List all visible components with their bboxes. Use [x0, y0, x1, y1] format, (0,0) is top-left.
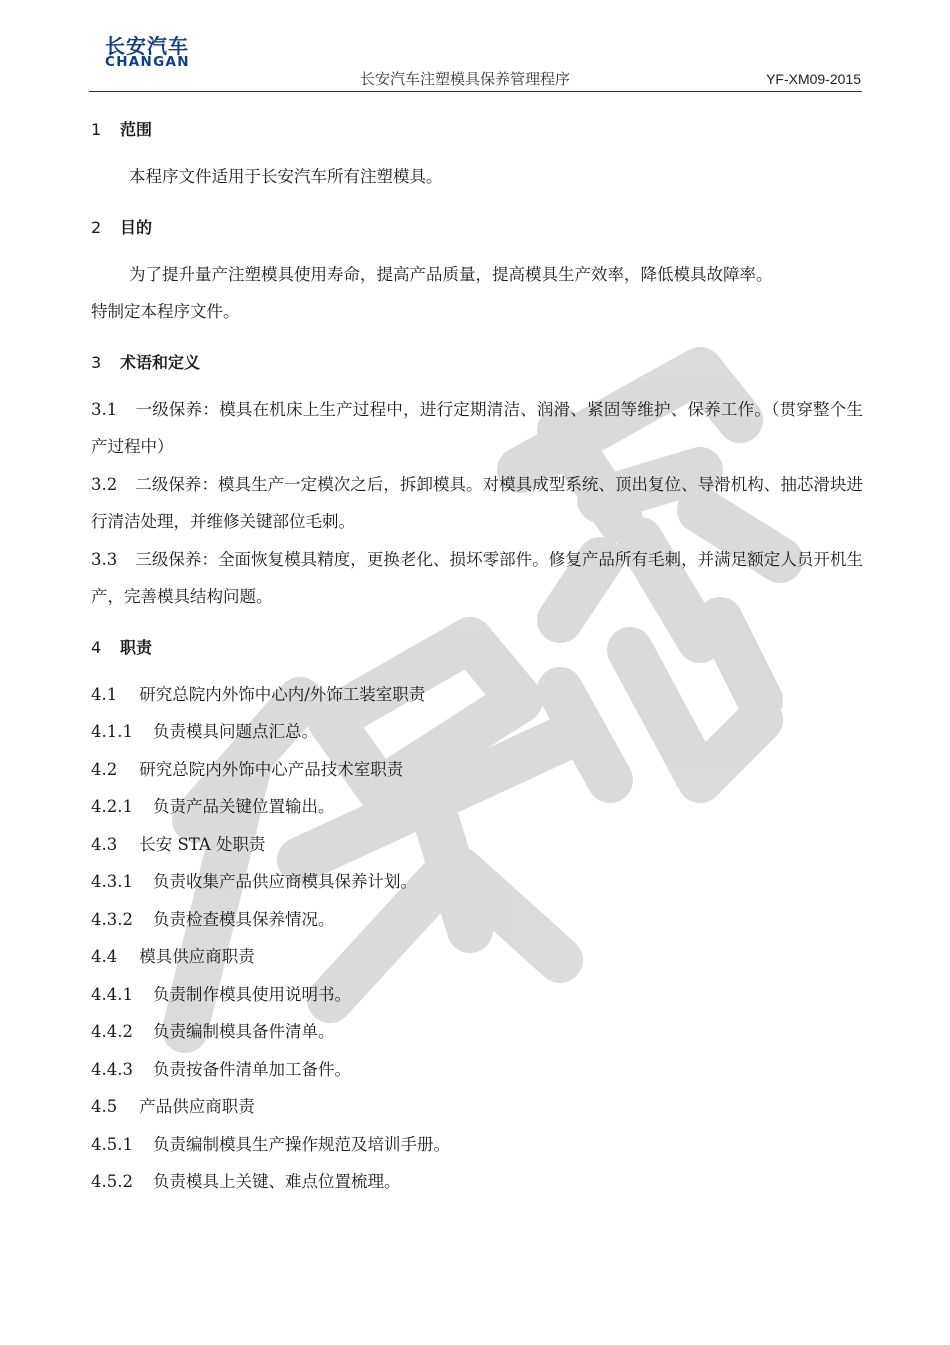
responsibility-number: 4.1	[91, 684, 118, 704]
purpose-line-1: 为了提升量产注塑模具使用寿命，提高产品质量，提高模具生产效率，降低模具故障率。	[129, 264, 773, 284]
changan-logo	[105, 36, 231, 70]
responsibility-number: 4.2	[91, 759, 118, 779]
responsibility-text: 研究总院内外饰中心内/外饰工装室职责	[139, 684, 426, 704]
responsibility-text: 长安 STA 处职责	[139, 834, 266, 854]
section-heading-responsibilities	[91, 630, 863, 666]
section-title: 范围	[120, 120, 153, 139]
responsibility-item	[91, 1088, 863, 1126]
responsibility-item	[91, 1126, 863, 1164]
responsibility-item	[91, 676, 863, 714]
responsibility-item	[91, 1013, 863, 1051]
document-body	[91, 112, 863, 1201]
responsibility-text: 负责收集产品供应商模具保养计划。	[152, 872, 417, 891]
definition-number: 3.2	[91, 474, 118, 494]
section-heading-purpose	[91, 210, 863, 246]
definition-item	[91, 541, 863, 616]
scope-paragraph: 本程序文件适用于长安汽车所有注塑模具。	[129, 167, 443, 186]
section-title: 术语和定义	[120, 352, 201, 372]
responsibility-text: 模具供应商职责	[139, 947, 255, 966]
responsibility-number: 4.5	[91, 1097, 118, 1116]
responsibility-item	[91, 788, 863, 826]
responsibility-text: 负责模具问题点汇总。	[152, 722, 318, 741]
responsibility-number: 4.4.2	[91, 1022, 133, 1041]
section-heading-definitions	[91, 345, 863, 381]
responsibility-number: 4.1.1	[91, 722, 133, 741]
responsibility-item	[91, 713, 863, 751]
header-divider	[89, 91, 862, 92]
responsibility-number: 4.5.1	[91, 1134, 133, 1154]
definition-text: 一级保养：模具在机床上生产过程中，进行定期清洁、润滑、紧固等维护、保养工作。（贯穿整个生产过程中）	[91, 399, 863, 456]
responsibility-text: 研究总院内外饰中心产品技术室职责	[139, 759, 404, 779]
responsibility-text: 负责模具上关键、难点位置梳理。	[152, 1172, 401, 1191]
responsibility-text: 负责检查模具保养情况。	[152, 909, 335, 929]
responsibility-item	[91, 826, 863, 864]
responsibility-item	[91, 863, 863, 901]
responsibility-number: 4.4	[91, 947, 118, 966]
responsibility-number: 4.5.2	[91, 1172, 133, 1191]
document-code: YF-XM09-2015	[766, 71, 861, 87]
logo-english-text: CHANGAN	[105, 54, 190, 70]
definition-text: 三级保养：全面恢复模具精度，更换老化、损坏零部件。修复产品所有毛刺，并满足额定人员开机生产，完善模具结构问题。	[91, 549, 863, 606]
responsibility-number: 4.2.1	[91, 797, 133, 816]
document-title: 长安汽车注塑模具保养管理程序	[360, 70, 571, 88]
definition-text: 二级保养：模具生产一定模次之后，拆卸模具。对模具成型系统、顶出复位、导滑机构、抽芯滑块进行清洁处理，并维修关键部位毛刺。	[91, 474, 863, 531]
responsibilities-list	[91, 676, 863, 1201]
responsibility-number: 4.4.1	[91, 984, 133, 1004]
responsibility-number: 4.3.2	[91, 909, 133, 929]
responsibility-item	[91, 1163, 863, 1201]
section-number: 1	[91, 120, 102, 139]
section-number: 4	[91, 637, 102, 657]
definition-item	[91, 466, 863, 541]
section-number: 2	[91, 217, 102, 237]
responsibility-item	[91, 976, 863, 1014]
purpose-paragraph	[91, 256, 863, 331]
section-title: 职责	[120, 637, 153, 657]
responsibility-text: 产品供应商职责	[139, 1097, 255, 1116]
definition-item	[91, 391, 863, 466]
responsibility-number: 4.3	[91, 834, 118, 854]
responsibility-item	[91, 751, 863, 789]
responsibility-text: 负责编制模具生产操作规范及培训手册。	[152, 1134, 450, 1154]
purpose-line-2: 特制定本程序文件。	[91, 302, 240, 321]
responsibility-text: 负责按备件清单加工备件。	[152, 1059, 351, 1079]
logo-chinese-text: 长安汽车	[105, 34, 189, 58]
responsibility-item	[91, 901, 863, 939]
definition-number: 3.1	[91, 399, 118, 419]
definition-number: 3.3	[91, 549, 118, 569]
section-title: 目的	[120, 217, 153, 237]
responsibility-number: 4.3.1	[91, 872, 133, 891]
responsibility-text: 负责编制模具备件清单。	[152, 1022, 335, 1041]
responsibility-text: 负责产品关键位置输出。	[152, 797, 335, 816]
responsibility-item	[91, 1051, 863, 1089]
section-number: 3	[91, 352, 102, 372]
responsibility-number: 4.4.3	[91, 1059, 133, 1079]
responsibility-text: 负责制作模具使用说明书。	[152, 984, 351, 1004]
section-heading-scope	[91, 112, 863, 148]
responsibility-item	[91, 938, 863, 976]
